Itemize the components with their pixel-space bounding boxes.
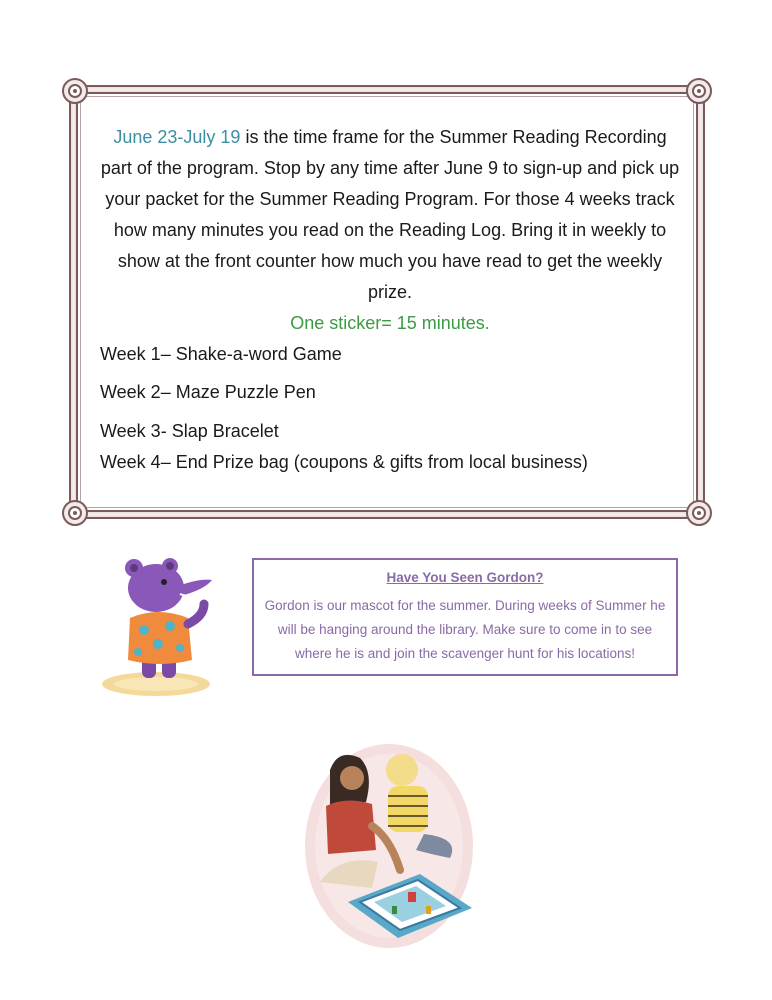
program-intro-text: is the time frame for the Summer Reading Recording part of the program. Stop by any time after June 9 to sign-up and pick up your packet for the Summer Reading Program. For those 4 weeks track how many minutes you read on the Reading Log. Bring it in weekly to show at the front counter how much you have read to get the weekly prize.: [100, 127, 680, 302]
gordon-info-box: [252, 558, 678, 676]
gordon-description: Gordon is our mascot for the summer. During weeks of Summer he will be hanging around the library. Make sure to come in to see where he is and join the scavenger hunt for his locations!: [264, 598, 666, 661]
week-prize-item: Week 1– Shake-a-word Game: [100, 344, 342, 364]
frame-corner-rosette: [686, 500, 712, 526]
frame-rail-left: [69, 90, 78, 514]
program-dates: June 23-July 19: [113, 127, 241, 147]
frame-corner-rosette: [686, 78, 712, 104]
frame-corner-rosette: [62, 78, 88, 104]
frame-rail-top: [74, 85, 700, 94]
week-prize-item: Week 3- Slap Bracelet: [100, 421, 279, 441]
frame-rail-bottom: [74, 510, 700, 519]
gordon-title: Have You Seen Gordon?: [386, 570, 544, 585]
sticker-rule: One sticker= 15 minutes.: [290, 313, 490, 333]
program-intro: [100, 122, 680, 308]
gordon-mascot-illustration: [100, 556, 218, 698]
shirt: [128, 612, 192, 664]
week-prize-item: Week 2– Maze Puzzle Pen: [100, 382, 316, 402]
program-details: [100, 122, 680, 478]
ornate-frame: [62, 78, 712, 526]
boy-head: [386, 754, 418, 786]
frame-rail-right: [696, 90, 705, 514]
kids-board-game-illustration: [300, 742, 478, 950]
week-prize-item: Week 4– End Prize bag (coupons & gifts from local business): [100, 452, 588, 472]
frame-corner-rosette: [62, 500, 88, 526]
